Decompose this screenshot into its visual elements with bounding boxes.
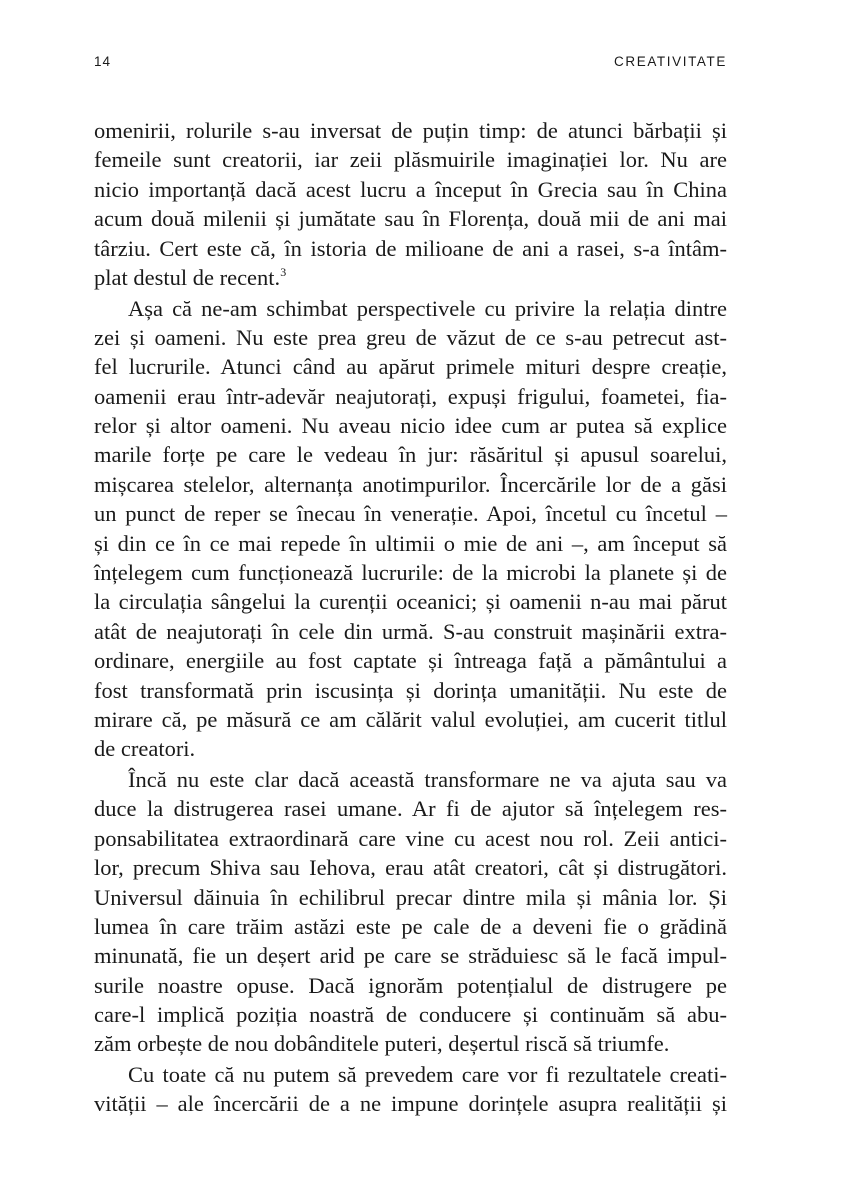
- text-line: Universul dăinuia în echilibrul precar dintre mila și mânia lor. Și: [94, 884, 727, 910]
- text-line: acum două milenii și jumătate sau în Florența, două mii de ani mai: [94, 206, 727, 232]
- text-line: minunată, fie un deșert arid pe care se străduiesc să le facă impul-: [94, 943, 727, 969]
- text-line: fost transformată prin iscusința și dorința umanității. Nu este de: [94, 677, 727, 703]
- text-line: și din ce în ce mai repede în ultimii o mie de ani –, am început să: [94, 530, 727, 556]
- text-line: târziu. Cert este că, în istoria de milioane de ani a rasei, s-a întâm-: [94, 235, 727, 261]
- text-line: mișcarea stelelor, alternanța anotimpurilor. Încercările lor de a găsi: [94, 471, 727, 497]
- text-line: Încă nu este clar dacă această transformare ne va ajuta sau va: [128, 766, 727, 792]
- text-line: zei și oameni. Nu este prea greu de văzut de ce s-au petrecut ast-: [94, 324, 727, 350]
- text-line: lor, precum Shiva sau Iehova, erau atât creatori, cât și distrugători.: [94, 855, 727, 881]
- paragraph-1: [94, 116, 727, 292]
- text-line: marile forțe pe care le vedeau în jur: răsăritul și apusul soarelui,: [94, 442, 727, 468]
- text-line: zăm orbește de nou dobânditele puteri, deșertul riscă să triumfe.: [94, 1031, 670, 1057]
- text-line: Așa că ne-am schimbat perspectivele cu privire la relația dintre: [128, 295, 727, 321]
- text-line: la circulația sângelui la curenții oceanici; și oamenii n-au mai părut: [94, 589, 727, 615]
- text-line: lumea în care trăim astăzi este pe cale de a deveni fie o grădină: [94, 913, 727, 939]
- text-line: relor și altor oameni. Nu aveau nicio idee cum ar putea să explice: [94, 413, 727, 439]
- text-line: vității – ale încercării de a ne impune dorințele asupra realității și: [94, 1091, 727, 1117]
- text-line: duce la distrugerea rasei umane. Ar fi de ajutor să înțelegem res-: [94, 796, 727, 822]
- text-line: un punct de reper se înecau în venerație. Apoi, încetul cu încetul –: [94, 501, 727, 527]
- body-text: [94, 116, 727, 1120]
- text-line: atât de neajutorați în cele din urmă. S-au construit mașinării extra-: [94, 618, 727, 644]
- text-line: fel lucrurile. Atunci când au apărut primele mituri despre creație,: [94, 354, 727, 380]
- text-line: ordinare, energiile au fost captate și întreaga față a pământului a: [94, 648, 727, 674]
- text-line: [94, 263, 727, 292]
- text-line: ponsabilitatea extraordinară care vine cu acest nou rol. Zeii antici-: [94, 825, 727, 851]
- paragraph-3: [94, 765, 727, 1059]
- text-line: mirare că, pe măsură ce am călărit valul evoluției, am cucerit titlul: [94, 707, 727, 732]
- text-line: surile noastre opuse. Dacă ignorăm potențialul de distrugere pe: [94, 972, 727, 998]
- text-line: înțelegem cum funcționează lucrurile: de la microbi la planete și de: [94, 560, 727, 586]
- text-line: de creatori.: [94, 736, 196, 762]
- text-line: nicio importanță dacă acest lucru a început în Grecia sau în China: [94, 176, 727, 202]
- text-line: omenirii, rolurile s-au inversat de puțin timp: de atunci bărbații și: [94, 118, 727, 143]
- paragraph-4: [94, 1060, 727, 1119]
- paragraph-2: [94, 294, 727, 764]
- text-line-content: plat destul de recent.: [94, 264, 281, 290]
- text-line: care-l implică poziția noastră de conducere și continuăm să abu-: [94, 1002, 727, 1028]
- running-title: CREATIVITATE: [614, 54, 727, 69]
- page-number: 14: [94, 54, 112, 69]
- text-line: Cu toate că nu putem să prevedem care vor fi rezultatele creati-: [128, 1062, 727, 1088]
- text-line: oamenii erau într-adevăr neajutorați, expuși frigului, foametei, fia-: [94, 383, 727, 409]
- footnote-reference[interactable]: 3: [280, 264, 287, 279]
- text-line: femeile sunt creatorii, iar zeii plăsmuirile imaginației lor. Nu are: [94, 147, 727, 173]
